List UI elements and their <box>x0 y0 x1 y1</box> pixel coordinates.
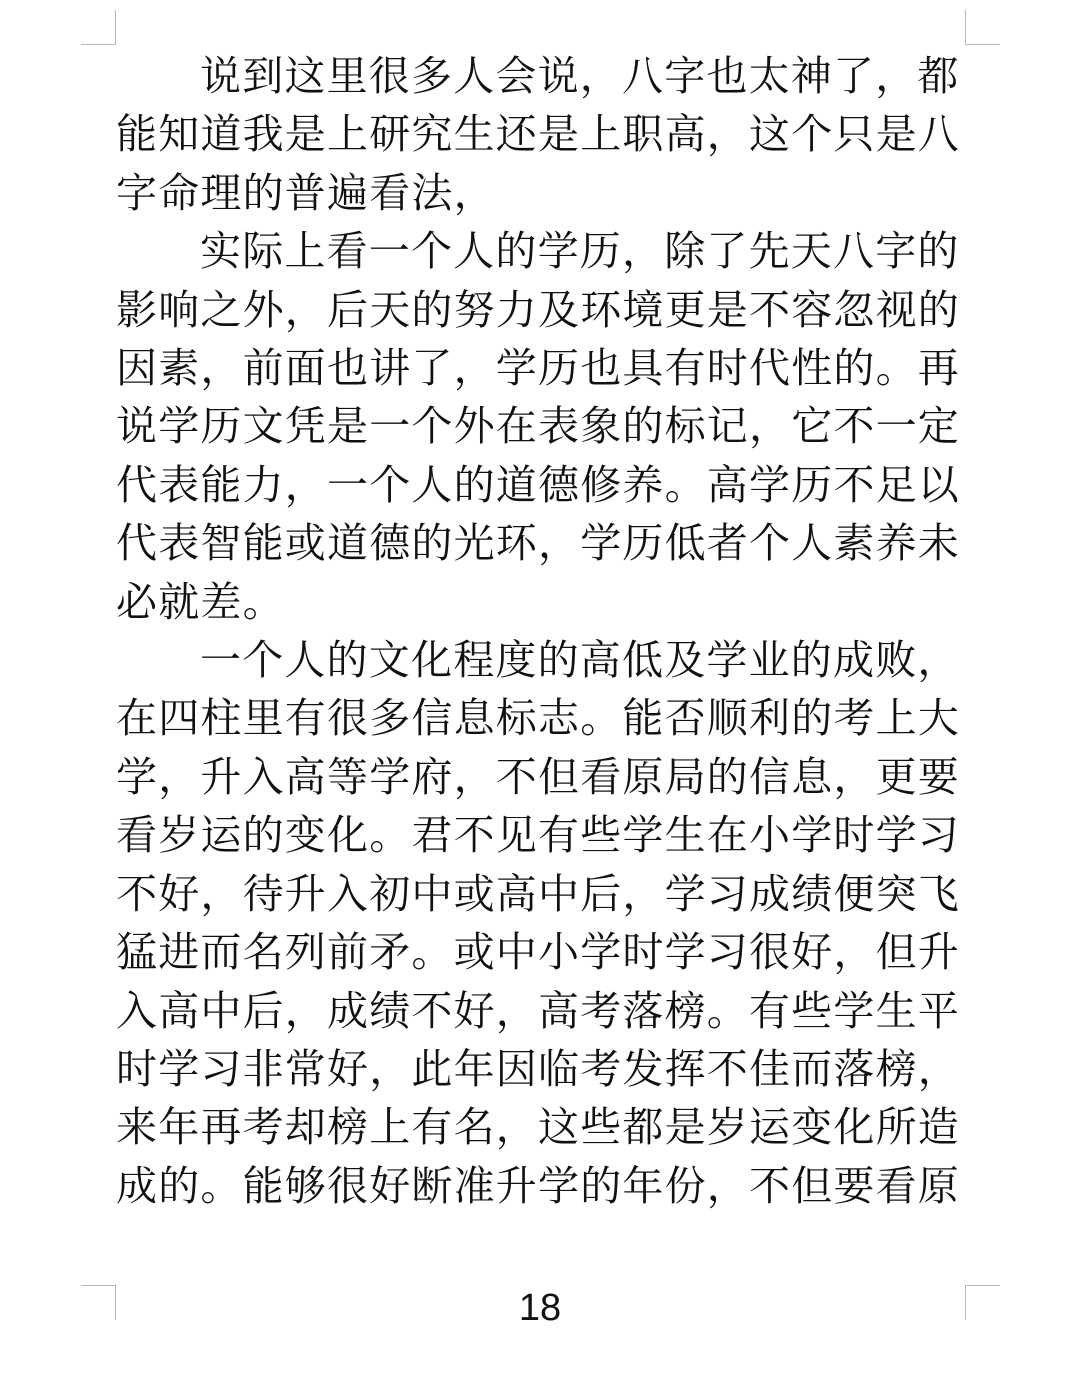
crop-mark-top-left <box>81 10 116 45</box>
crop-mark-top-right <box>965 10 1000 45</box>
page-number: 18 <box>518 1287 562 1329</box>
paragraph-2: 实际上看一个人的学历，除了先天八字的影响之外，后天的努力及环境更是不容忽视的因素，前面也讲了，学历也具有时代性的。再说学历文凭是一个外在表象的标记，它不一定代表能力，一个人的道德修养。高学历不足以代表智能或道德的光环，学历低者个人素养未必就差。 <box>116 227 960 626</box>
paragraph-1: 说到这里很多人会说，八字也太神了，都能知道我是上研究生还是上职高，这个只是八字命理的普遍看法， <box>116 52 960 217</box>
paragraph-3: 一个人的文化程度的高低及学业的成败，在四柱里有很多信息标志。能否顺利的考上大学，升入高等学府，不但看原局的信息，更要看岁运的变化。君不见有些学生在小学时学习不好，待升入初中或高中后，学习成绩便突飞猛进而名列前矛。或中小学时学习很好，但升入高中后，成绩不好，高考落榜。有些学生平时学习非常好，此年因临考发挥不佳而落榜，来年再考却榜上有名，这些都是岁运变化所造成的。能够很好断准升学的年份，不但要看原 <box>116 636 960 1210</box>
body-text <box>116 47 966 1215</box>
